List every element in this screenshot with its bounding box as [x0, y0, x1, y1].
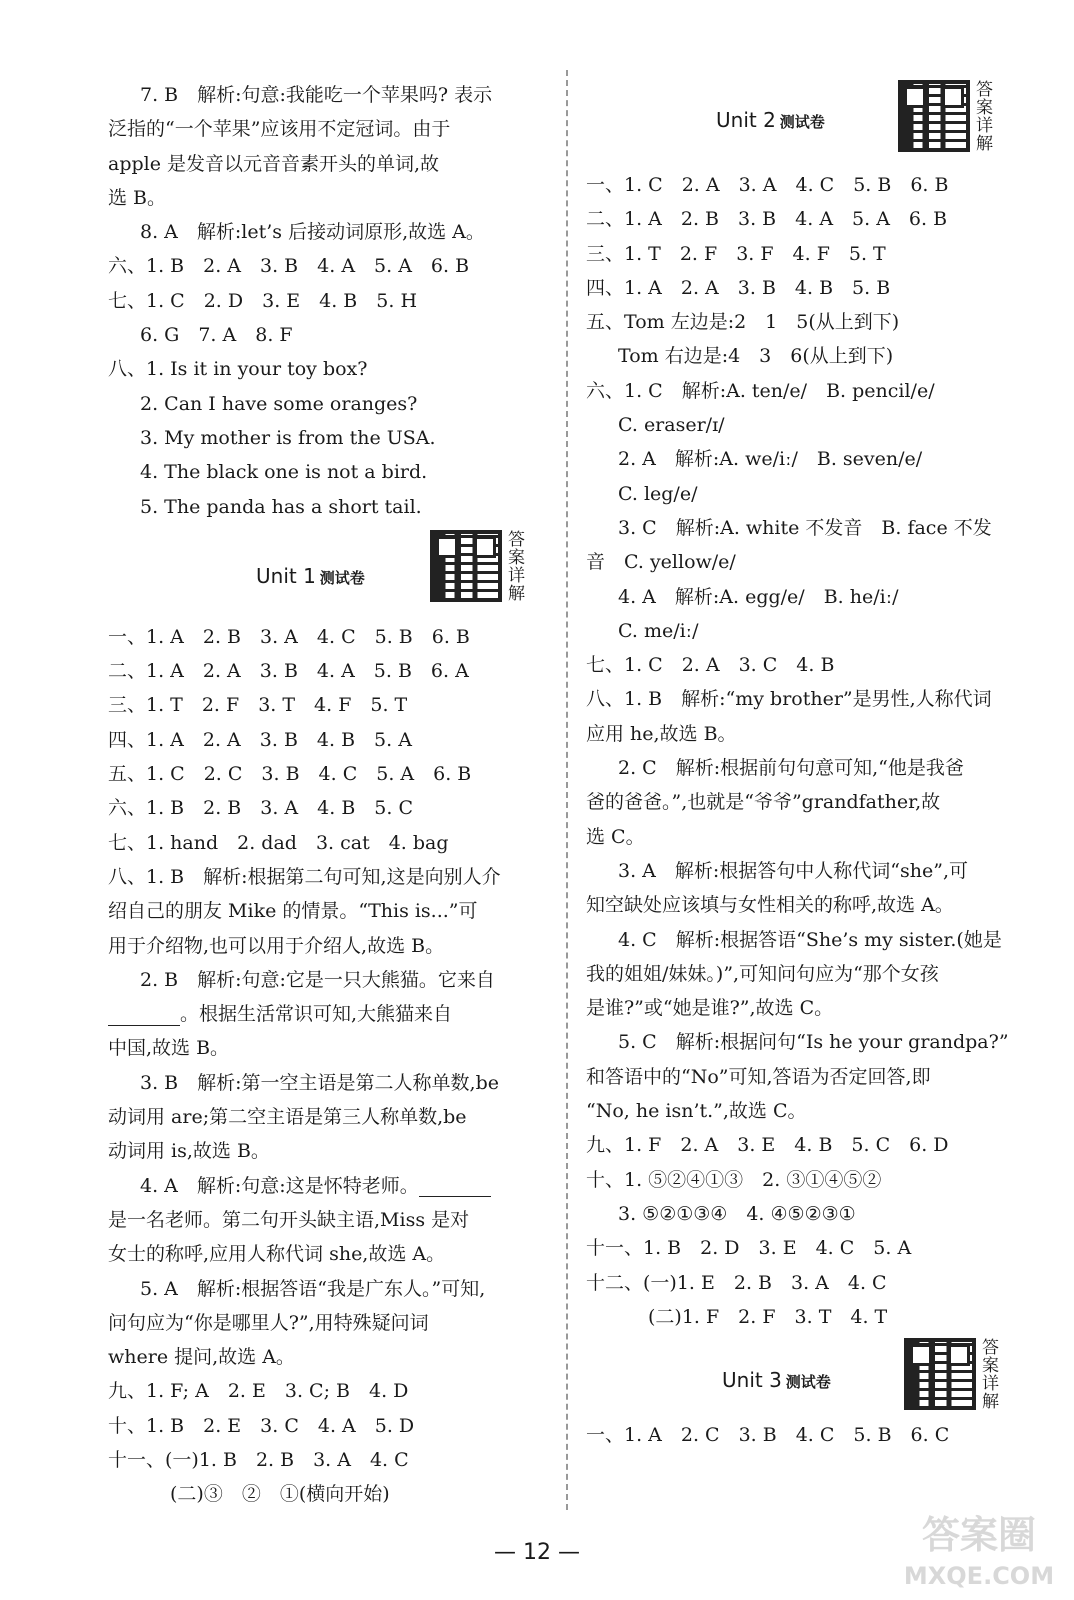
- answer-line: “No, he isn’t.”,故选 C。: [586, 1100, 807, 1123]
- unit2-title: Unit 2 测试卷: [716, 108, 825, 132]
- answer-line: (二)③ ② ①(横向开始): [170, 1483, 390, 1506]
- answer-line: 六、1. C 解析:A. ten/e/ B. pencil/e/: [586, 379, 935, 402]
- fill-blank: [419, 1176, 491, 1197]
- unit3-title: Unit 3 测试卷: [722, 1368, 831, 1393]
- answer-line: 四、1. A 2. A 3. B 4. B 5. A: [108, 728, 412, 751]
- answer-line: 七、1. C 2. A 3. C 4. B: [586, 654, 835, 677]
- qr-label: 答案详解: [504, 529, 524, 602]
- answer-line: 十一、(一)1. B 2. B 3. A 4. C: [108, 1448, 409, 1471]
- answer-line: 4. C 解析:根据答语“She’s my sister.(她是: [618, 928, 1002, 951]
- unit1-qr[interactable]: [430, 530, 523, 602]
- answer-line: 7. B 解析:句意:我能吃一个苹果吗? 表示: [140, 84, 493, 106]
- answer-line: 4. A 解析:A. egg/e/ B. he/iː/: [618, 585, 899, 608]
- unit1-title: Unit 1 测试卷: [256, 563, 365, 588]
- answer-line: 十、1. B 2. E 3. C 4. A 5. D: [108, 1414, 415, 1437]
- unit2-header: [586, 68, 1026, 168]
- answer-line: 八、1. B 解析:“my brother”是男性,人称代词: [586, 688, 992, 711]
- answer-line: C. me/iː/: [618, 619, 699, 642]
- answer-line: 动词用 are;第二空主语是第三人称单数,be: [108, 1106, 467, 1129]
- left-column: [108, 78, 548, 1512]
- answer-line: 知空缺处应该填与女性相关的称呼,故选 A。: [586, 894, 954, 917]
- answer-line: 用于介绍物,也可以用于介绍人,故选 B。: [108, 934, 445, 957]
- answer-line: 和答语中的“No”可知,答语为否定回答,即: [586, 1065, 931, 1088]
- answer-line: 2. Can I have some oranges?: [140, 392, 418, 415]
- answer-line: 3. A 解析:根据答句中人称代词“she”,可: [618, 859, 968, 882]
- answer-line: 四、1. A 2. A 3. B 4. B 5. B: [586, 276, 891, 299]
- answer-line: 六、1. B 2. B 3. A 4. B 5. C: [108, 797, 413, 820]
- answer-line: 七、1. C 2. D 3. E 4. B 5. H: [108, 289, 418, 312]
- answer-line: 中国,故选 B。: [108, 1037, 230, 1060]
- answer-line: 4. A 解析:句意:这是怀特老师。: [108, 1169, 548, 1203]
- answer-line: 九、1. F 2. A 3. E 4. B 5. C 6. D: [586, 1134, 949, 1157]
- unit1-header: [108, 524, 548, 620]
- unit2-qr[interactable]: [898, 80, 991, 152]
- answer-line: 我的姐姐/妹妹。)”,可知问句应为“那个女孩: [586, 962, 939, 985]
- unit3-header: [586, 1334, 1026, 1418]
- qr-code-icon[interactable]: [430, 530, 502, 602]
- qr-code-icon[interactable]: [904, 1338, 976, 1410]
- answer-line: C. eraser/ɪ/: [618, 414, 725, 437]
- watermark-logo: [894, 1506, 1064, 1594]
- answer-line: 选 C。: [586, 825, 645, 848]
- answer-line: 五、Tom 左边是:2 1 5(从上到下): [586, 311, 900, 334]
- answer-line: 女士的称呼,应用人称代词 she,故选 A。: [108, 1243, 446, 1266]
- fill-blank: [108, 1005, 180, 1026]
- answer-line: 选 B。: [108, 186, 167, 209]
- answer-line: where 提问,故选 A。: [108, 1346, 295, 1369]
- answer-line: 八、1. Is it in your toy box?: [108, 358, 368, 381]
- right-column: [586, 68, 1026, 1452]
- answer-line: 动词用 is,故选 B。: [108, 1140, 270, 1163]
- answer-line: 。根据生活常识可知,大熊猫来自: [108, 997, 548, 1031]
- answer-line: 2. A 解析:A. we/iː/ B. seven/e/: [618, 448, 923, 471]
- answer-line: 4. The black one is not a bird.: [140, 461, 428, 484]
- answer-line: 3. ⑤②①③④ 4. ④⑤②③①: [618, 1202, 856, 1225]
- answer-line: 6. G 7. A 8. F: [140, 324, 293, 347]
- answer-line: 二、1. A 2. B 3. B 4. A 5. A 6. B: [586, 208, 948, 231]
- answer-line: 爸的爸爸。”,也就是“爷爷”grandfather,故: [586, 791, 941, 814]
- answer-line: 绍自己的朋友 Mike 的情景。“This is...”可: [108, 900, 478, 923]
- watermark-top-text: 答案圈: [921, 1513, 1037, 1557]
- answer-line: C. leg/e/: [618, 482, 698, 505]
- answer-line: 十二、(一)1. E 2. B 3. A 4. C: [586, 1271, 887, 1294]
- answer-line: 二、1. A 2. A 3. B 4. A 5. B 6. A: [108, 660, 469, 683]
- answer-line: 3. B 解析:第一空主语是第二人称单数,be: [140, 1071, 499, 1094]
- answer-line: 问句应为“你是哪里人?”,用特殊疑问词: [108, 1311, 429, 1334]
- answer-line: 十、1. ⑤②④①③ 2. ③①④⑤②: [586, 1168, 882, 1191]
- answer-line: 2. C 解析:根据前句句意可知,“他是我爸: [618, 757, 964, 780]
- answer-line: 六、1. B 2. A 3. B 4. A 5. A 6. B: [108, 255, 470, 278]
- column-divider: [566, 70, 568, 1510]
- answer-line: 九、1. F; A 2. E 3. C; B 4. D: [108, 1380, 409, 1403]
- answer-line: 三、1. T 2. F 3. T 4. F 5. T: [108, 694, 408, 717]
- answer-line: 一、1. A 2. B 3. A 4. C 5. B 6. B: [108, 625, 470, 648]
- answer-line: 一、1. C 2. A 3. A 4. C 5. B 6. B: [586, 174, 949, 196]
- answer-line: 三、1. T 2. F 3. F 4. F 5. T: [586, 242, 886, 265]
- answer-line: 5. The panda has a short tail.: [140, 495, 422, 518]
- answer-line: 3. My mother is from the USA.: [140, 426, 436, 449]
- answer-line: 十一、1. B 2. D 3. E 4. C 5. A: [586, 1237, 912, 1260]
- answer-line: 5. C 解析:根据问句“Is he your grandpa?”: [618, 1031, 1009, 1054]
- answer-line: (二)1. F 2. F 3. T 4. T: [648, 1305, 888, 1328]
- watermark-bottom-text: MXQE.COM: [903, 1562, 1055, 1590]
- answer-line: 5. A 解析:根据答语“我是广东人。”可知,: [140, 1277, 486, 1300]
- qr-label: 答案详解: [978, 1338, 998, 1411]
- answer-line: apple 是发音以元音音素开头的单词,故: [108, 152, 440, 175]
- qr-code-icon[interactable]: [898, 80, 970, 152]
- answer-line: 五、1. C 2. C 3. B 4. C 5. A 6. B: [108, 763, 472, 786]
- answer-line: 音 C. yellow/e/: [586, 551, 736, 574]
- answer-line: 是谁?”或“她是谁?”,故选 C。: [586, 997, 834, 1020]
- answer-line: 泛指的“一个苹果”应该用不定冠词。由于: [108, 118, 451, 141]
- page-number: — 12 —: [494, 1540, 580, 1565]
- answer-line: 是一名老师。第二句开头缺主语,Miss 是对: [108, 1208, 470, 1231]
- answer-line: 3. C 解析:A. white 不发音 B. face 不发: [618, 516, 992, 539]
- answer-line: 2. B 解析:句意:它是一只大熊猫。它来自: [140, 968, 495, 991]
- unit3-qr[interactable]: [904, 1338, 997, 1410]
- answer-line: Tom 右边是:4 3 6(从上到下): [618, 345, 894, 368]
- answer-line: 八、1. B 解析:根据第二句可知,这是向别人介: [108, 865, 501, 888]
- answer-line: 七、1. hand 2. dad 3. cat 4. bag: [108, 831, 449, 854]
- answer-line: 一、1. A 2. C 3. B 4. C 5. B 6. C: [586, 1424, 950, 1447]
- answer-line: 8. A 解析:let’s 后接动词原形,故选 A。: [140, 221, 485, 244]
- qr-label: 答案详解: [972, 80, 992, 152]
- answer-line: 应用 he,故选 B。: [586, 722, 737, 745]
